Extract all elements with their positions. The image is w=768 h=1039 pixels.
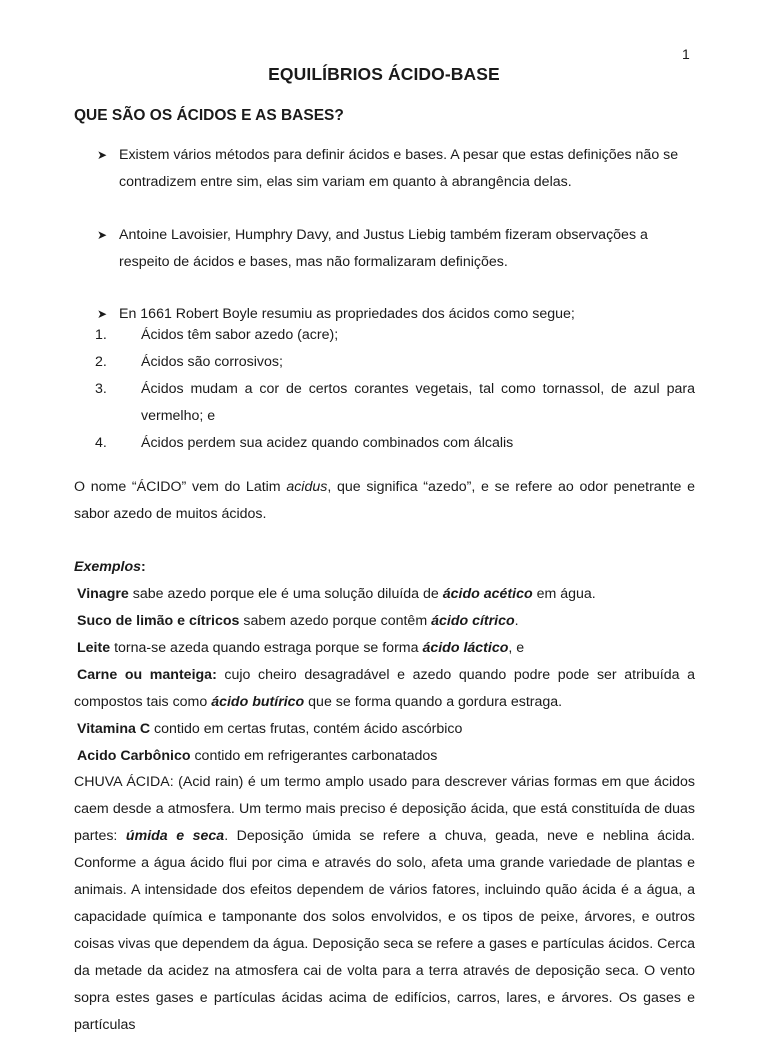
list-item bbox=[95, 430, 695, 457]
arrow-bullet-icon: ➤ bbox=[97, 307, 108, 321]
rain-text: . Deposição úmida se refere a chuva, geada, neve e neblina ácida. Conforme a água ácido flui por cima e através do solo, afeta uma grande variedade de plantas e animais. A intensidade dos efeitos dependem de vários fatores, incluindo quão ácida é a água, a capacidade química e tamponante dos solos envolvidos, e os tipos de peixe, árvores, e outros coisas vivas que dependem da água. Deposição seca se refere a gases e partículas ácidos. Cerca da metade da acidez na atmosfera cai de volta para a terra através de deposição seca. O vento sopra estes gases e partículas ácidas acima de edifícios, carros, lares, e árvores. Os gases e partículas bbox=[74, 828, 695, 1033]
origin-paragraph bbox=[74, 474, 695, 528]
example-text: cujo cheiro desagradável e azedo quando podre pode ser atribuída a compostos tais como bbox=[74, 667, 695, 710]
list-text: Ácidos são corrosivos; bbox=[141, 354, 283, 370]
examples-colon: : bbox=[141, 559, 146, 575]
example-line bbox=[77, 743, 698, 770]
list-number: 1. bbox=[95, 327, 107, 343]
rain-text: CHUVA ÁCIDA: (Acid rain) é um termo amplo usado para descrever várias formas em que ácidos caem desde a atmosfera. Um termo mais preciso é deposição ácida, que está constituída de duas partes: bbox=[74, 774, 695, 844]
example-line bbox=[77, 608, 698, 635]
example-label: Acido Carbônico bbox=[77, 748, 191, 764]
example-line bbox=[77, 635, 698, 662]
example-line bbox=[77, 581, 698, 608]
section-heading: QUE SÃO OS ÁCIDOS E AS BASES? bbox=[74, 107, 344, 124]
example-label: Vinagre bbox=[77, 586, 129, 602]
bullet-text: Antoine Lavoisier, Humphry Davy, and Justus Liebig também fizeram observações a respeito de ácidos e bases, mas não formalizaram definições. bbox=[119, 227, 648, 270]
bullet-text: Existem vários métodos para definir ácidos e bases. A pesar que estas definições não se contradizem entre sim, elas sim variam em quanto à abrangência delas. bbox=[119, 147, 679, 190]
origin-text: O nome “ÁCIDO” vem do Latim bbox=[74, 479, 287, 495]
example-text: . bbox=[514, 613, 519, 629]
example-text: em água. bbox=[532, 586, 596, 602]
list-item bbox=[95, 349, 695, 376]
rain-emphasis: úmida e seca bbox=[125, 828, 225, 844]
example-text: , e bbox=[508, 640, 525, 656]
example-text: contido em refrigerantes carbonatados bbox=[190, 748, 438, 764]
list-text: Ácidos têm sabor azedo (acre); bbox=[141, 327, 339, 343]
origin-text: , que significa “azedo”, e se refere ao odor penetrante e sabor azedo de muitos ácidos. bbox=[74, 479, 695, 522]
example-line bbox=[77, 716, 698, 743]
examples-label: Exemplos bbox=[74, 559, 142, 575]
bullet-item bbox=[97, 142, 697, 196]
latin-word: acidus bbox=[286, 479, 328, 495]
acid-name: ácido acético bbox=[442, 586, 533, 602]
example-text: sabe azedo porque ele é uma solução diluída de bbox=[128, 586, 443, 602]
example-paragraph bbox=[74, 662, 695, 716]
arrow-bullet-icon: ➤ bbox=[97, 148, 108, 162]
example-label: Suco de limão e cítricos bbox=[77, 613, 240, 629]
acid-name: ácido butírico bbox=[211, 694, 305, 710]
list-text: Ácidos perdem sua acidez quando combinados com álcalis bbox=[141, 435, 514, 451]
page-number: 1 bbox=[682, 46, 690, 62]
arrow-bullet-icon: ➤ bbox=[97, 228, 108, 242]
list-item bbox=[95, 322, 695, 349]
list-text: Ácidos mudam a cor de certos corantes vegetais, tal como tornassol, de azul para vermelho; e bbox=[141, 381, 695, 424]
example-text: torna-se azeda quando estraga porque se forma bbox=[110, 640, 423, 656]
numbered-list bbox=[95, 322, 695, 457]
example-text: sabem azedo porque contêm bbox=[239, 613, 432, 629]
example-label: Leite bbox=[77, 640, 111, 656]
example-text: que se forma quando a gordura estraga. bbox=[304, 694, 563, 710]
document-title: EQUILÍBRIOS ÁCIDO-BASE bbox=[268, 64, 500, 84]
acid-name: ácido láctico bbox=[422, 640, 509, 656]
example-label: Vitamina C bbox=[77, 721, 151, 737]
example-label: Carne ou manteiga: bbox=[77, 667, 217, 683]
list-item bbox=[95, 376, 695, 430]
example-text: contido em certas frutas, contém ácido ascórbico bbox=[150, 721, 463, 737]
list-number: 4. bbox=[95, 435, 107, 451]
bullet-item bbox=[97, 222, 697, 276]
acid-name: ácido cítrico bbox=[431, 613, 515, 629]
list-number: 2. bbox=[95, 354, 107, 370]
acid-rain-paragraph bbox=[74, 769, 695, 1039]
examples-heading bbox=[74, 554, 695, 581]
list-number: 3. bbox=[95, 381, 107, 397]
bullet-text: En 1661 Robert Boyle resumiu as propriedades dos ácidos como segue; bbox=[119, 306, 575, 322]
